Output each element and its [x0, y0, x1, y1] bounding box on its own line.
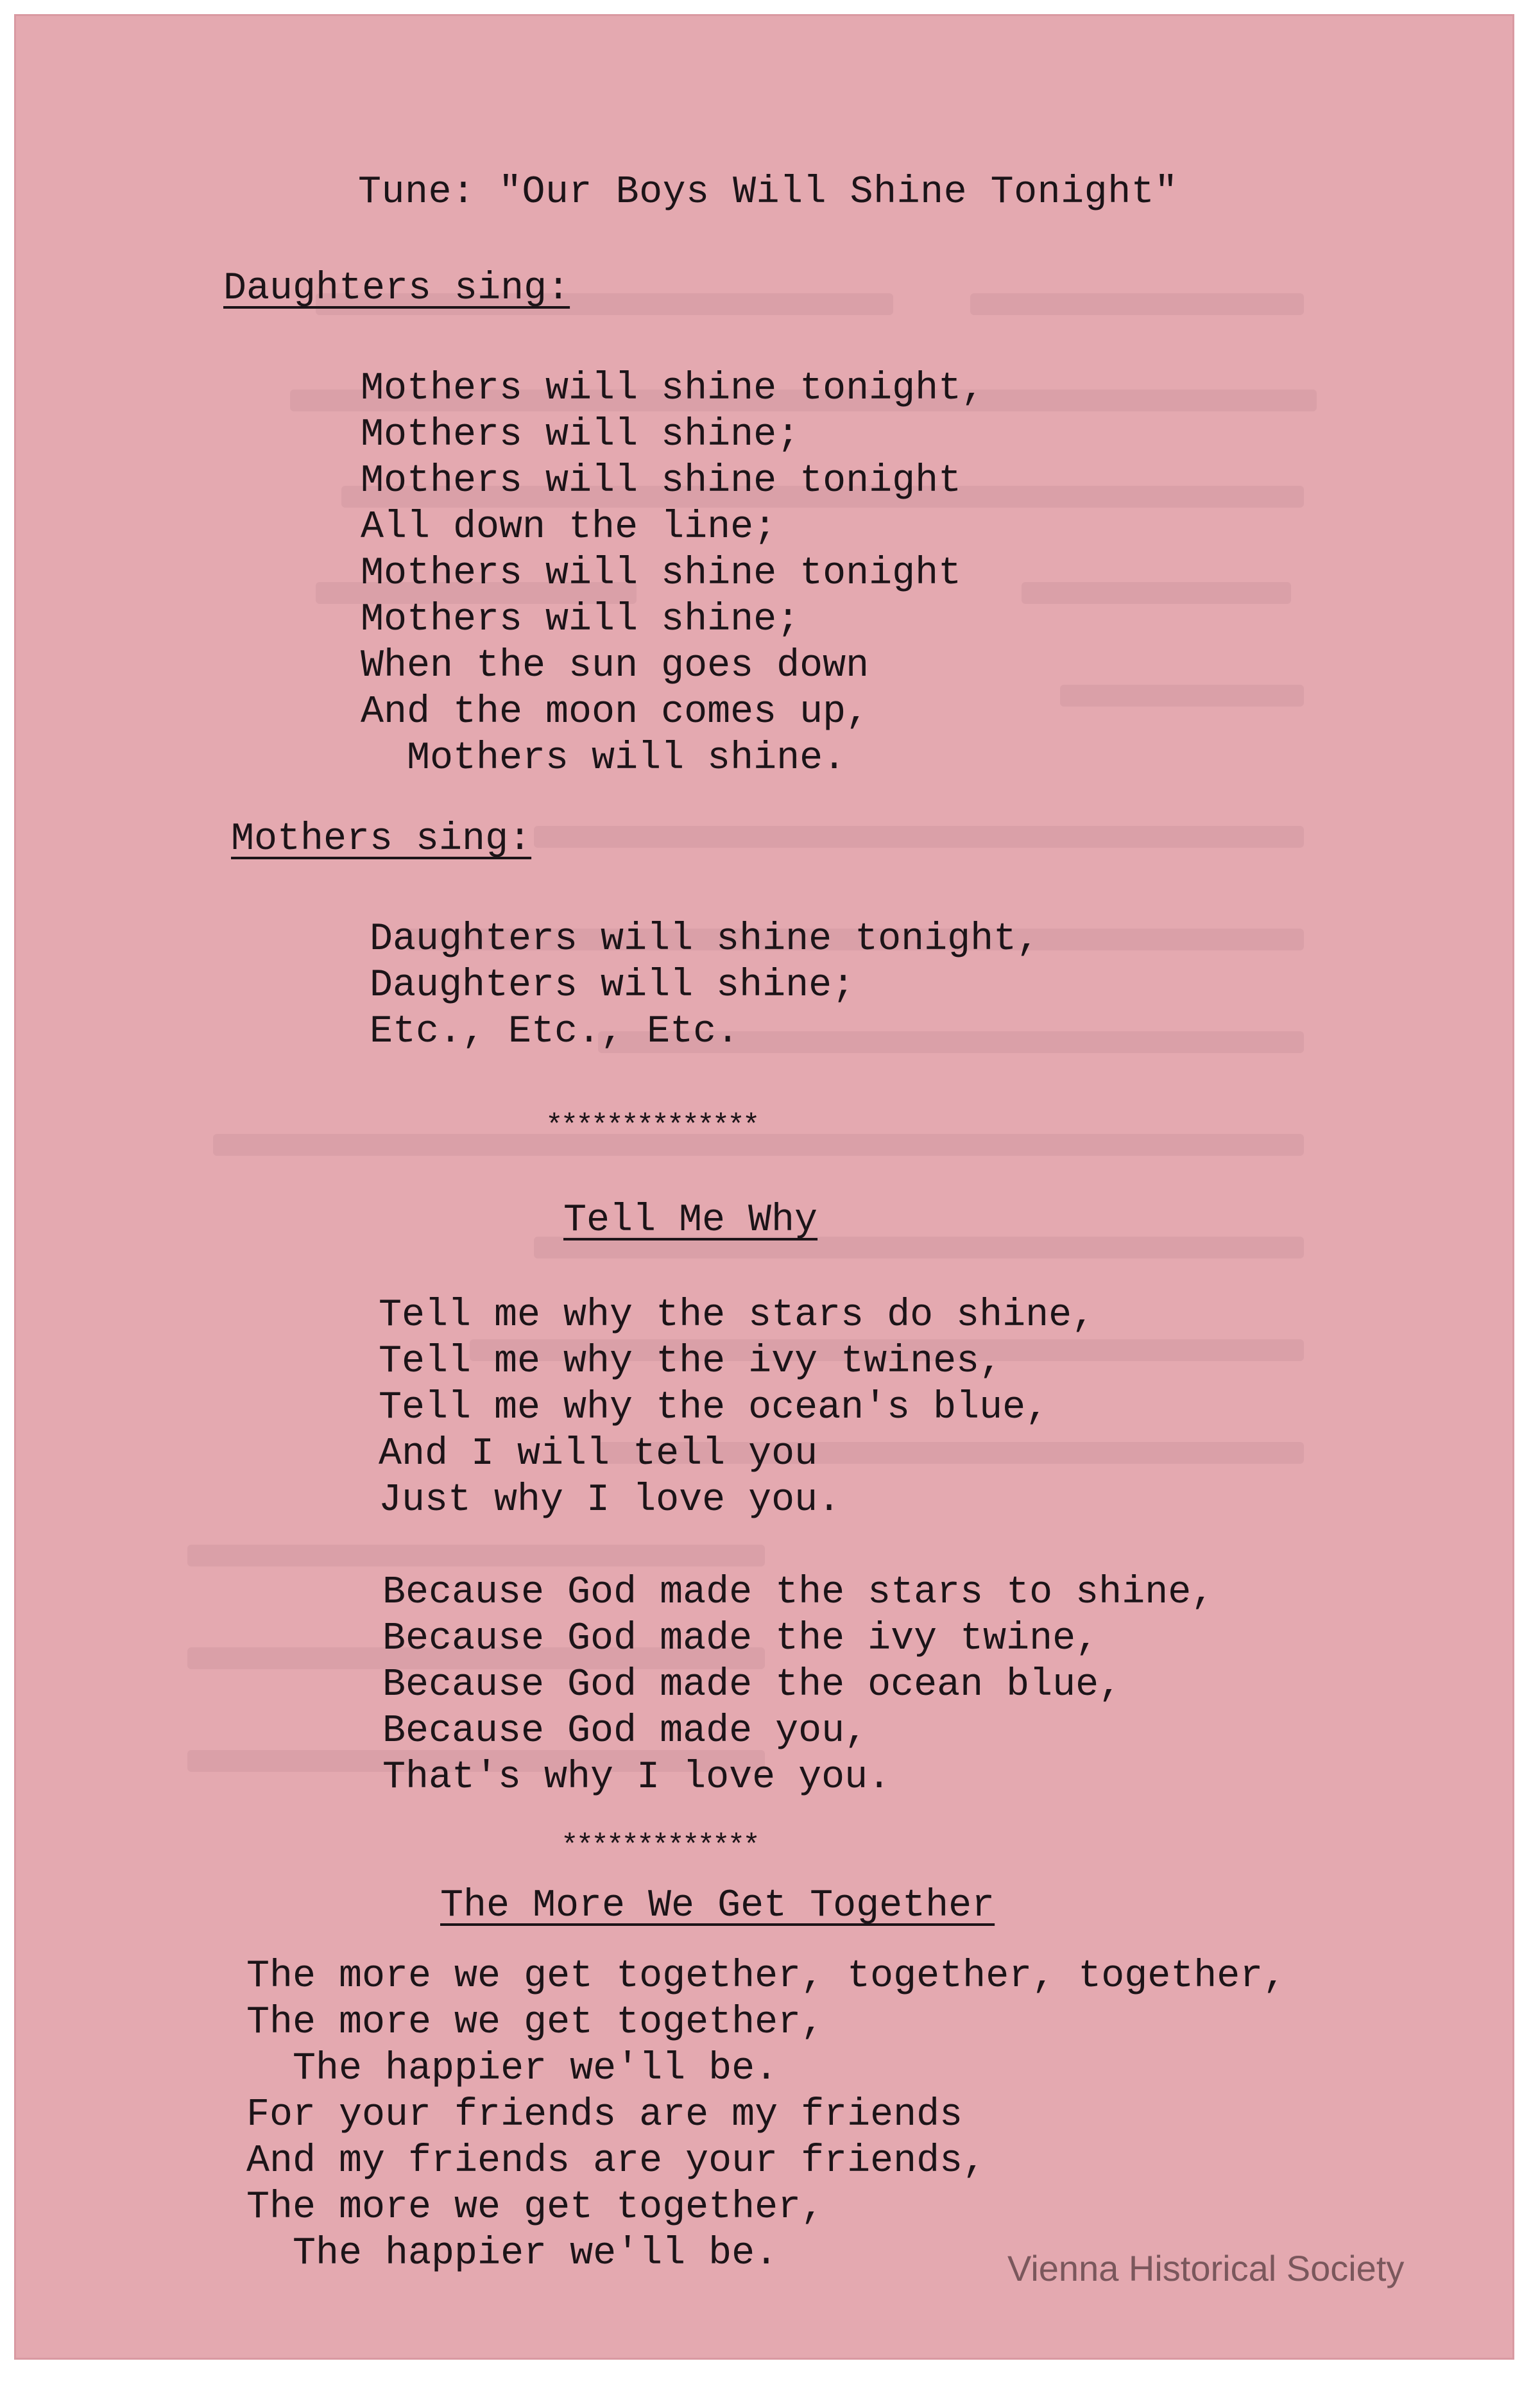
vienna-historical-society-watermark: Vienna Historical Society	[1007, 2248, 1405, 2288]
verse-line: The happier we'll be.	[246, 2047, 778, 2091]
verse-line: The more we get together,	[246, 2001, 825, 2045]
tell-me-why-verse-2	[382, 1570, 1214, 1801]
verse-line: Mothers will shine tonight	[361, 552, 962, 596]
verse-line: Mothers will shine.	[361, 737, 846, 780]
verse-line: That's why I love you.	[382, 1756, 891, 1799]
more-we-get-together-title: The More We Get Together	[440, 1884, 995, 1928]
verse-line: Because God made you,	[382, 1710, 868, 1753]
verse-line: Because God made the stars to shine,	[382, 1571, 1215, 1615]
verse-line: Etc., Etc., Etc.	[370, 1010, 740, 1054]
verse-line: And I will tell you	[379, 1432, 818, 1476]
tell-me-why-title: Tell Me Why	[563, 1199, 818, 1242]
verse-line: The happier we'll be.	[246, 2232, 778, 2276]
song-sheet-page	[14, 14, 1514, 2360]
verse-line: Mothers will shine tonight	[361, 459, 962, 503]
verse-line: All down the line;	[361, 506, 777, 549]
mothers-verse	[370, 916, 1040, 1055]
verse-line: Mothers will shine tonight,	[361, 367, 985, 411]
verse-line: And my friends are your friends,	[246, 2140, 986, 2183]
verse-line: When the sun goes down	[361, 644, 869, 688]
verse-line: Tell me why the ivy twines,	[379, 1340, 1003, 1384]
more-we-get-together-verse	[246, 1953, 1286, 2277]
verse-line: Tell me why the stars do shine,	[379, 1294, 1095, 1337]
verse-line: The more we get together, together, together,	[246, 1955, 1287, 1998]
verse-line: Just why I love you.	[379, 1479, 841, 1522]
verse-line: And the moon comes up,	[361, 691, 869, 734]
tune-line: Tune: "Our Boys Will Shine Tonight"	[358, 171, 1178, 214]
verse-line: Mothers will shine;	[361, 413, 800, 457]
asterisk-divider: *************	[561, 1830, 758, 1863]
verse-line: Daughters will shine;	[370, 964, 855, 1008]
tell-me-why-verse-1	[379, 1292, 1095, 1523]
verse-line: Daughters will shine tonight,	[370, 918, 1040, 961]
mothers-sing-heading: Mothers sing:	[231, 818, 532, 861]
daughters-sing-heading: Daughters sing:	[223, 267, 570, 311]
verse-line: The more we get together,	[246, 2186, 825, 2229]
verse-line: For your friends are my friends	[246, 2093, 963, 2137]
verse-line: Tell me why the ocean's blue,	[379, 1386, 1049, 1430]
asterisk-divider: **************	[545, 1110, 758, 1143]
verse-line: Because God made the ivy twine,	[382, 1617, 1099, 1661]
verse-line: Because God made the ocean blue,	[382, 1663, 1122, 1707]
daughters-verse	[361, 366, 984, 782]
verse-line: Mothers will shine;	[361, 598, 800, 642]
